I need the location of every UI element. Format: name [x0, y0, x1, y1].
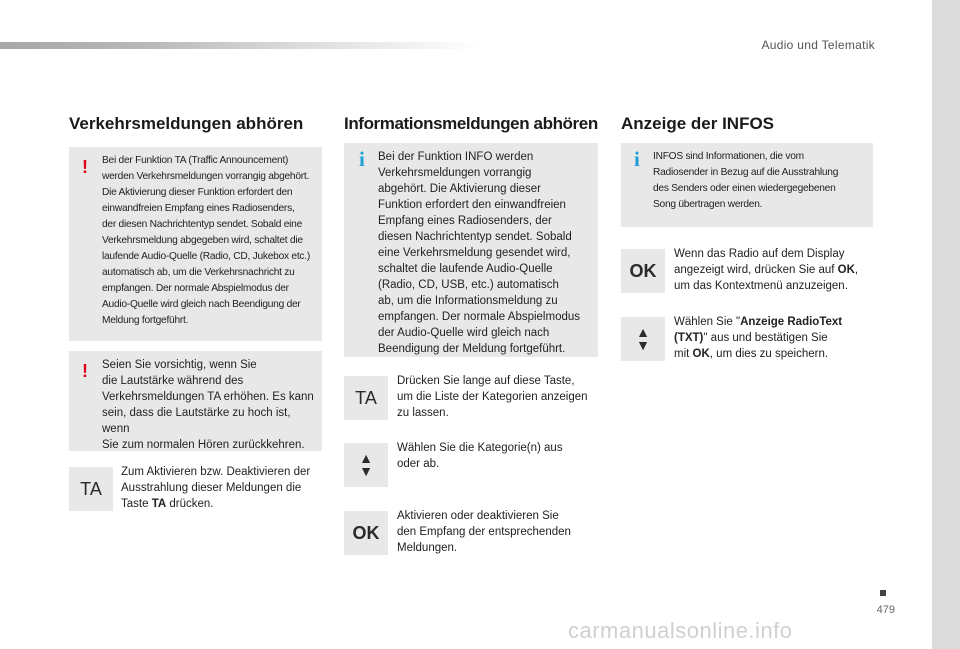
- warning-box-ta: [69, 147, 322, 341]
- warning-text-ta: Bei der Funktion TA (Traffic Announcement) werden Verkehrsmeldungen vorrangig abgehört. Die Aktivierung dieser Funktion erfordert den einwandfreien Empfang eines Radiosenders, der diesen Nachrichtentyp sendet. Sobald eine Verkehrsmeldung abgegeben wird, schaltet die laufende Audio-Quelle (Radio, CD, Jukebox etc.) automatisch ab, um die Verkehrsnachricht zu empfangen. Der normale Abspielmodus der Audio-Quelle wird gleich nach Beendigung der Meldung fortgeführt.: [102, 155, 310, 326]
- info-icon: i: [359, 147, 365, 171]
- ta-key-icon: TA: [344, 376, 388, 420]
- up-arrow-icon: ▲: [359, 450, 373, 466]
- up-down-arrows-icon: [344, 443, 388, 487]
- infos-text: INFOS sind Informationen, die vom Radiosender in Bezug auf die Ausstrahlung des Senders oder einen wiedergegebenen Song übertragen werden.: [653, 151, 839, 210]
- info-box-info: [344, 143, 598, 357]
- down-arrow-icon: ▼: [636, 337, 650, 353]
- ta-long-press-instruction: Drücken Sie lange auf diese Taste, um die Liste der Kategorien anzeigen zu lassen.: [397, 375, 588, 419]
- down-arrow-icon: ▼: [359, 463, 373, 479]
- ok-context-instruction: Wenn das Radio auf dem Display angezeigt wird, drücken Sie auf OK, um das Kontextmenü anzuzeigen.: [674, 248, 859, 292]
- warning-text-volume: Seien Sie vorsichtig, wenn Sie die Lautstärke während des Verkehrsmeldungen TA erhöhen. Es kann sein, dass die Lautstärke zu hoch ist, wenn Sie zum normalen Hören zurückkehren.: [102, 359, 314, 451]
- page-marker: [880, 590, 886, 596]
- info-icon: i: [634, 147, 640, 171]
- warning-box-volume: [69, 351, 322, 451]
- info-box-infos: [621, 143, 873, 227]
- ok-activate-instruction: Aktivieren oder deaktivieren Sie den Empfang der entsprechenden Meldungen.: [397, 510, 571, 554]
- page-edge-strip: [932, 0, 960, 649]
- chapter-title: Audio und Telematik: [761, 38, 875, 52]
- ta-instruction: Zum Aktivieren bzw. Deaktivieren der Ausstrahlung dieser Meldungen die Taste TA drücken.: [121, 466, 311, 510]
- ok-key-icon: OK: [344, 511, 388, 555]
- warning-icon: !: [82, 157, 88, 177]
- page-number: 479: [876, 604, 895, 616]
- heading-info: Informationsmeldungen abhören: [344, 114, 598, 133]
- heading-infos-display: Anzeige der INFOS: [621, 114, 775, 133]
- ta-key-icon: TA: [69, 467, 113, 511]
- header-gradient-bar: [0, 42, 480, 49]
- up-down-arrows-icon: [621, 317, 665, 361]
- category-select-instruction: Wählen Sie die Kategorie(n) aus oder ab.: [397, 442, 563, 470]
- info-text: Bei der Funktion INFO werden Verkehrsmeldungen vorrangig abgehört. Die Aktivierung dieser Funktion erfordert den einwandfreien Empfang eines Radiosenders, der diesen Nachrichtentyp sendet. Sobald eine Verkehrsmeldung gesendet wird, schaltet die laufende Audio-Quelle (Radio, CD, USB, etc.) automatisch ab, um die Informationsmeldung zu empfangen. Der normale Abspielmodus der Audio-Quelle wird gleich nach Beendigung der Meldung fortgeführt.: [378, 151, 581, 355]
- radiotext-select-instruction: Wählen Sie "Anzeige RadioText (TXT)" aus und bestätigen Sie mit OK, um dies zu speichern.: [674, 316, 843, 360]
- ok-key-icon: OK: [621, 249, 665, 293]
- heading-traffic: Verkehrsmeldungen abhören: [69, 114, 304, 133]
- up-arrow-icon: ▲: [636, 324, 650, 340]
- watermark: carmanualsonline.info: [568, 618, 793, 643]
- warning-icon: !: [82, 361, 88, 381]
